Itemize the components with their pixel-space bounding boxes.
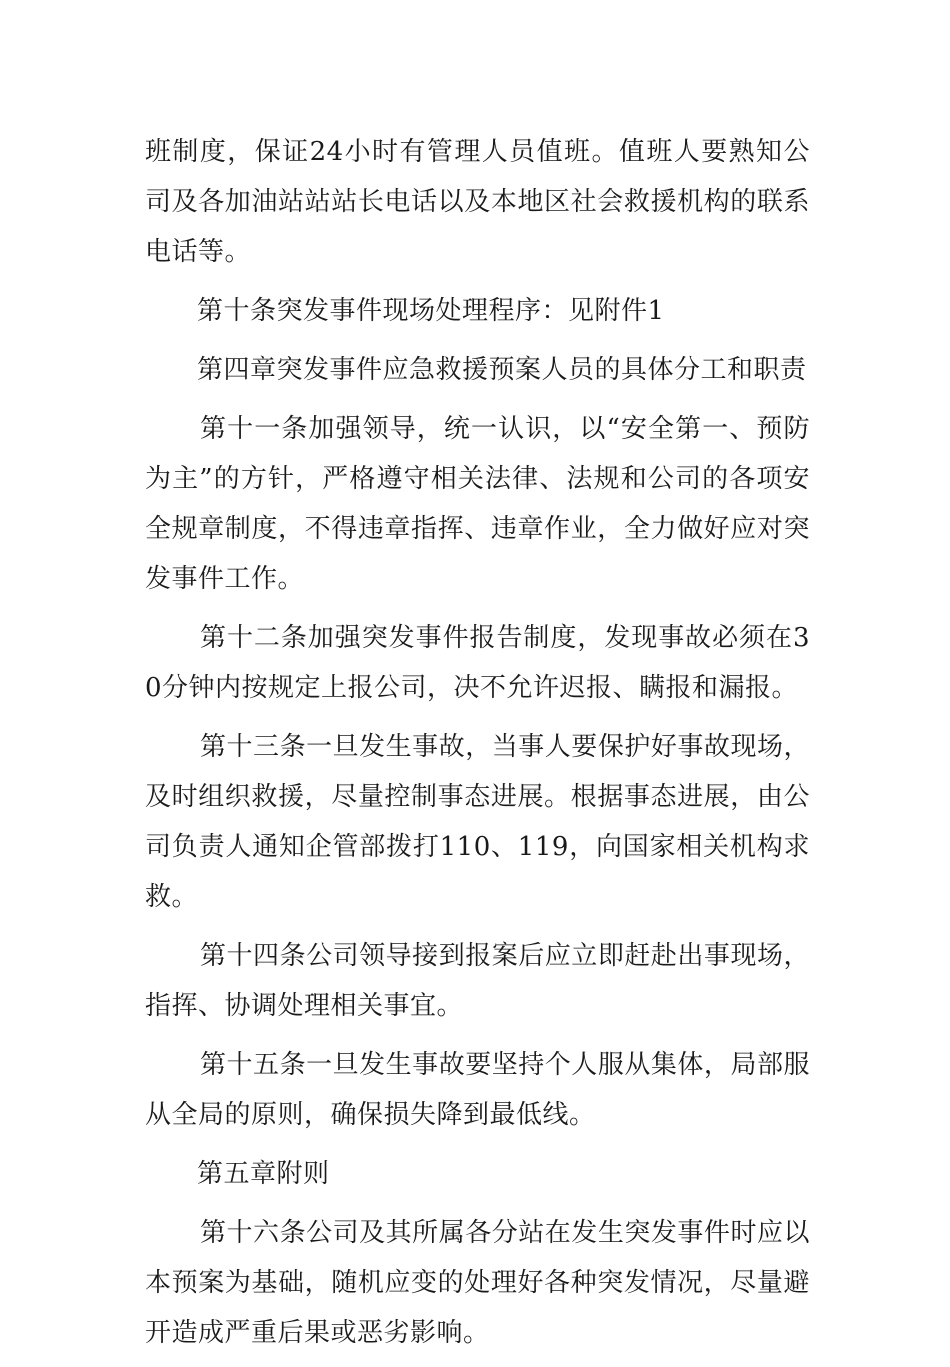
paragraph-article-10: 第十条突发事件现场处理程序：见附件1 [197,296,665,326]
paragraph-article-14: 第十四条公司领导接到报案后应立即赶赴出事现场，指挥、协调处理相关事宜。 [145,941,810,1021]
paragraph-article-12: 第十二条加强突发事件报告制度，发现事故必须在30分钟内按规定上报公司，决不允许迟报、瞒报和漏报。 [145,623,810,703]
chapter-4-heading: 第四章突发事件应急救援预案人员的具体分工和职责 [197,355,807,385]
paragraph-article-13: 第十三条一旦发生事故，当事人要保护好事故现场，及时组织救援，尽量控制事态进展。根据事态进展，由公司负责人通知企管部拨打110、119，向国家相关机构求救。 [145,732,810,912]
paragraph-article-15: 第十五条一旦发生事故要坚持个人服从集体，局部服从全局的原则，确保损失降到最低线。 [145,1050,810,1130]
document-body [145,127,810,1367]
paragraph-article-11: 第十一条加强领导，统一认识，以“安全第一、预防为主”的方针，严格遵守相关法律、法规和公司的各项安全规章制度，不得违章指挥、违章作业，全力做好应对突发事件工作。 [145,414,810,594]
paragraph-duty-continuation: 班制度，保证24小时有管理人员值班。值班人要熟知公司及各加油站站站长电话以及本地区社会救援机构的联系电话等。 [145,137,810,267]
chapter-5-heading: 第五章附则 [197,1159,330,1189]
paragraph-article-16: 第十六条公司及其所属各分站在发生突发事件时应以本预案为基础，随机应变的处理好各种突发情况，尽量避开造成严重后果或恶劣影响。 [145,1218,810,1348]
